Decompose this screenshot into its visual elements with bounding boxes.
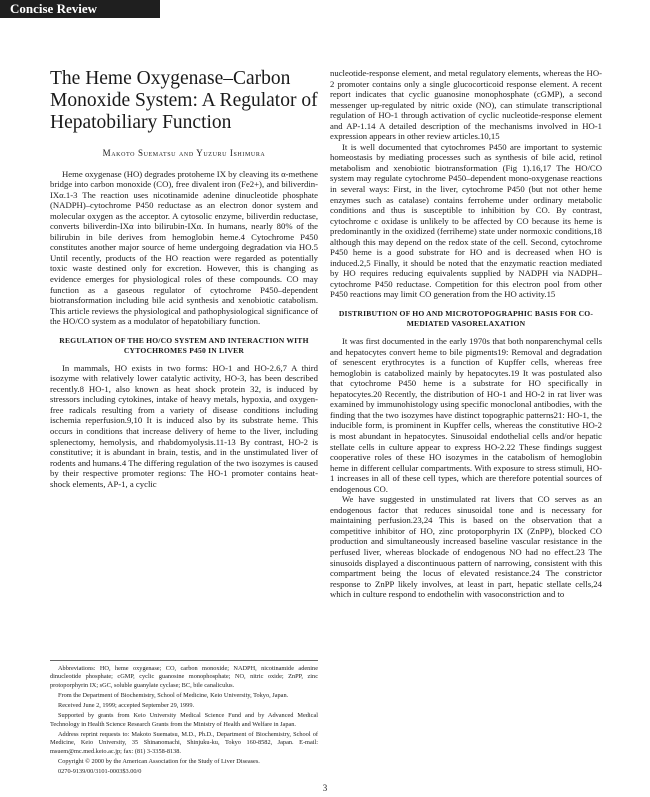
body-paragraph: In mammals, HO exists in two forms: HO-1 and HO-2.6,7 A third isozyme with relatively lower catalytic activity, HO-3, has been described recently.8 HO-1, also known as heat shock protein 32, is induced by stressors including cytokines, intake of heavy metals, hypoxia, and oxygen-free radicals resulting from a variety of disease conditions including ischemia reperfusion.9,10 It is induced also by its substrate heme. This occurs in conditions that increase delivery of heme to the liver, including splenectomy, hemolysis, and rhabdomyolysis.11-13 By contrast, HO-2 is constitutive; it is abundant in brain, testis, and in the unstimulated liver of rodents and humans.4 The differing regulation of the two isozymes is caused by their respective promoter regions: The HO-1 promoter contains heat-shock elements, AP-1, a cyclic — [50, 362, 318, 489]
right-column — [330, 68, 602, 600]
body-paragraph: We have suggested in unstimulated rat livers that CO serves as an endogenous factor that reduces sinusoidal tone and is necessary for maintaining perfusion.23,24 This is based on the observation that a competitive inhibitor of HO, zinc protoporphyrin IX (ZnPP), blocked CO production and simultaneously increased baseline vascular resistance in the perfused liver, whereas blockade of endogenous NO had no effect.23 The sinusoids displayed a discontinuous pattern of narrowing, consistent with this compartment being the locus of elevated resistance.24 The constrictor response to ZnPP likely involves, at least in part, hepatic stellate cells,24 which in culture respond to endothelin with vasoconstriction and to — [330, 494, 602, 600]
footnote-code: 0270-9139/00/3101-0003$3.00/0 — [58, 768, 142, 776]
article-authors: Makoto Suematsu and Yuzuru Ishimura — [102, 148, 266, 158]
footnote-address: Address reprint requests to: Makoto Suematsu, M.D., Ph.D., Department of Biochemistry, School of Medicine, Keio University, 35 Shinanomachi, Shinjuku-ku, Tokyo 160-8582, Japan. E-mail: msuem@mc.med.keio.ac.jp; fax: (81) 3-3358-8138. — [50, 731, 318, 755]
section-header-label: Concise Review — [10, 1, 98, 16]
body-paragraph: It is well documented that cytochromes P450 are important to systemic homeostasis by mediating processes such as synthesis of bile acid, retinol metabolism and xenobiotic biotransformation (Fig 1).16,17 The HO/CO system may regulate cytochrome P450–dependent mono-oxygenase reactions in several ways: First, in the liver, cytochrome P450 (but not other heme enzymes such as catalase) contains ferroheme under ordinary metabolic conditions and thus is susceptible to inhibition by CO. By contrast, cytochrome c oxidase is unlikely to be affected by CO because its heme is predominantly in the oxidized (ferriheme) state under normoxic conditions,18 although this may depend on the redox state of the cell. Second, cytochrome P450 heme is a good substrate for HO and is decreased when HO is induced.2,5 Finally, it should be noted that the enzymatic reaction mediated by HO requires reducing equivalents supplied by NADPH via NADPH–cytochrome P450 reductase. Competition for this electron pool from other P450 reactions may limit CO generation from the HO activity.15 — [330, 141, 602, 300]
section-heading-2: DISTRIBUTION OF HO AND MICROTOPOGRAPHIC BASIS FOR CO-MEDIATED VASORELAXATION — [338, 309, 594, 329]
footnote-support: Supported by grants from Keio University Medical Science Fund and by Advanced Medical Technology in Health Science Research Grants from the Ministry of Health and Welfare in Japan. — [50, 712, 318, 728]
body-paragraph: It was first documented in the early 1970s that both nonparenchymal cells and hepatocytes convert heme to bile pigments19: Removal and degradation of senescent erythrocytes is a function of Kupffer cells, whereas free hemoglobin is catabolized mainly by hepatocytes.19 It was postulated also that cytochrome P450 heme is a substrate for HO specifically in hepatocytes.20 Recently, the distribution of HO-1 and HO-2 in rat liver was examined by immunohistology using specific monoclonal antibodies, with the finding that the two isozymes have distinct topographic patterns21: HO-1, the inducible form, is prominent in Kupffer cells, whereas the constitutive HO-2 is most abundant in hepatocytes. Sinusoidal endothelial cells and/or hepatic stellate cells in culture appear to express HO-2.22 These findings suggest cooperative roles of these HO isozymes in the catabolism of hemoglobin heme in different cellular compartments. With exposure to stress stimuli, HO-1 increases in all of these cell types, which are therefore potential sources of endogenous CO. — [330, 336, 602, 494]
section-header — [0, 0, 160, 18]
left-column — [50, 68, 318, 489]
body-paragraph: nucleotide-response element, and metal regulatory elements, whereas the HO-2 promoter contains only a single glucocorticoid response element. A recent report indicates that cyclic guanosine monophosphate (cGMP), a second messenger up-regulated by nitric oxide (NO), can stimulate transcriptional regulation of HO-1 through activation of cyclic nucleotide-response element and AP-1.14 A detailed description of the mechanisms involved in HO-1 expression appears in other review articles.10,15 — [330, 68, 602, 142]
abstract-paragraph: Heme oxygenase (HO) degrades protoheme IX by cleaving its α-methene bridge into carbon monoxide (CO), free divalent iron (Fe2+), and biliverdin-IXα.1-3 The reaction uses nicotinamide adenine dinucleotide phosphate (NADPH)–cytochrome P450 reductase as an electron donor system and molecular oxygen as the acceptor. A cytosolic enzyme, biliverdin reductase, converts biliverdin-IXα into bilirubin-IXα. In humans, nearly 80% of the bilirubin in bile derives from hemoglobin heme.4 Cytochrome P450 constitutes another major source of heme undergoing degradation via HO.5 Until recently, products of the HO reaction were regarded as potentially toxic waste destined only for excretion. However, this is changing as evidence emerges for physiological roles of these compounds. CO may function as a gaseous regulator of cytochrome P450–dependent biotransformation including bile acid synthesis and xenobiotic catabolism. This article reviews the physiological and pathophysiological significance of the HO/CO system as a modulator of hepatobiliary function. — [50, 168, 318, 327]
footnote-affiliation: From the Department of Biochemistry, School of Medicine, Keio University, Tokyo, Japan. — [58, 691, 289, 699]
footnote-abbreviations: Abbreviations: HO, heme oxygenase; CO, carbon monoxide; NADPH, nicotinamide adenine dinucleotide phosphate; cGMP, cyclic guanosine monophosphate; NO, nitric oxide; ZnPP, zinc protoporphyrin IX; sGC, soluble guanylate cyclase; BC, bile canaliculus. — [50, 665, 318, 689]
section-heading-1: REGULATION OF THE HO/CO SYSTEM AND INTERACTION WITH CYTOCHROMES P450 IN LIVER — [59, 335, 309, 355]
article-title: The Heme Oxygenase–Carbon Monoxide System: A Regulator of Hepatobiliary Function — [50, 68, 318, 133]
footnote-received: Received June 2, 1999; accepted September 29, 1999. — [58, 702, 195, 710]
footnote-copyright: Copyright © 2000 by the American Association for the Study of Liver Diseases. — [58, 757, 260, 765]
page-number: 3 — [322, 783, 328, 793]
footnotes — [50, 660, 318, 779]
